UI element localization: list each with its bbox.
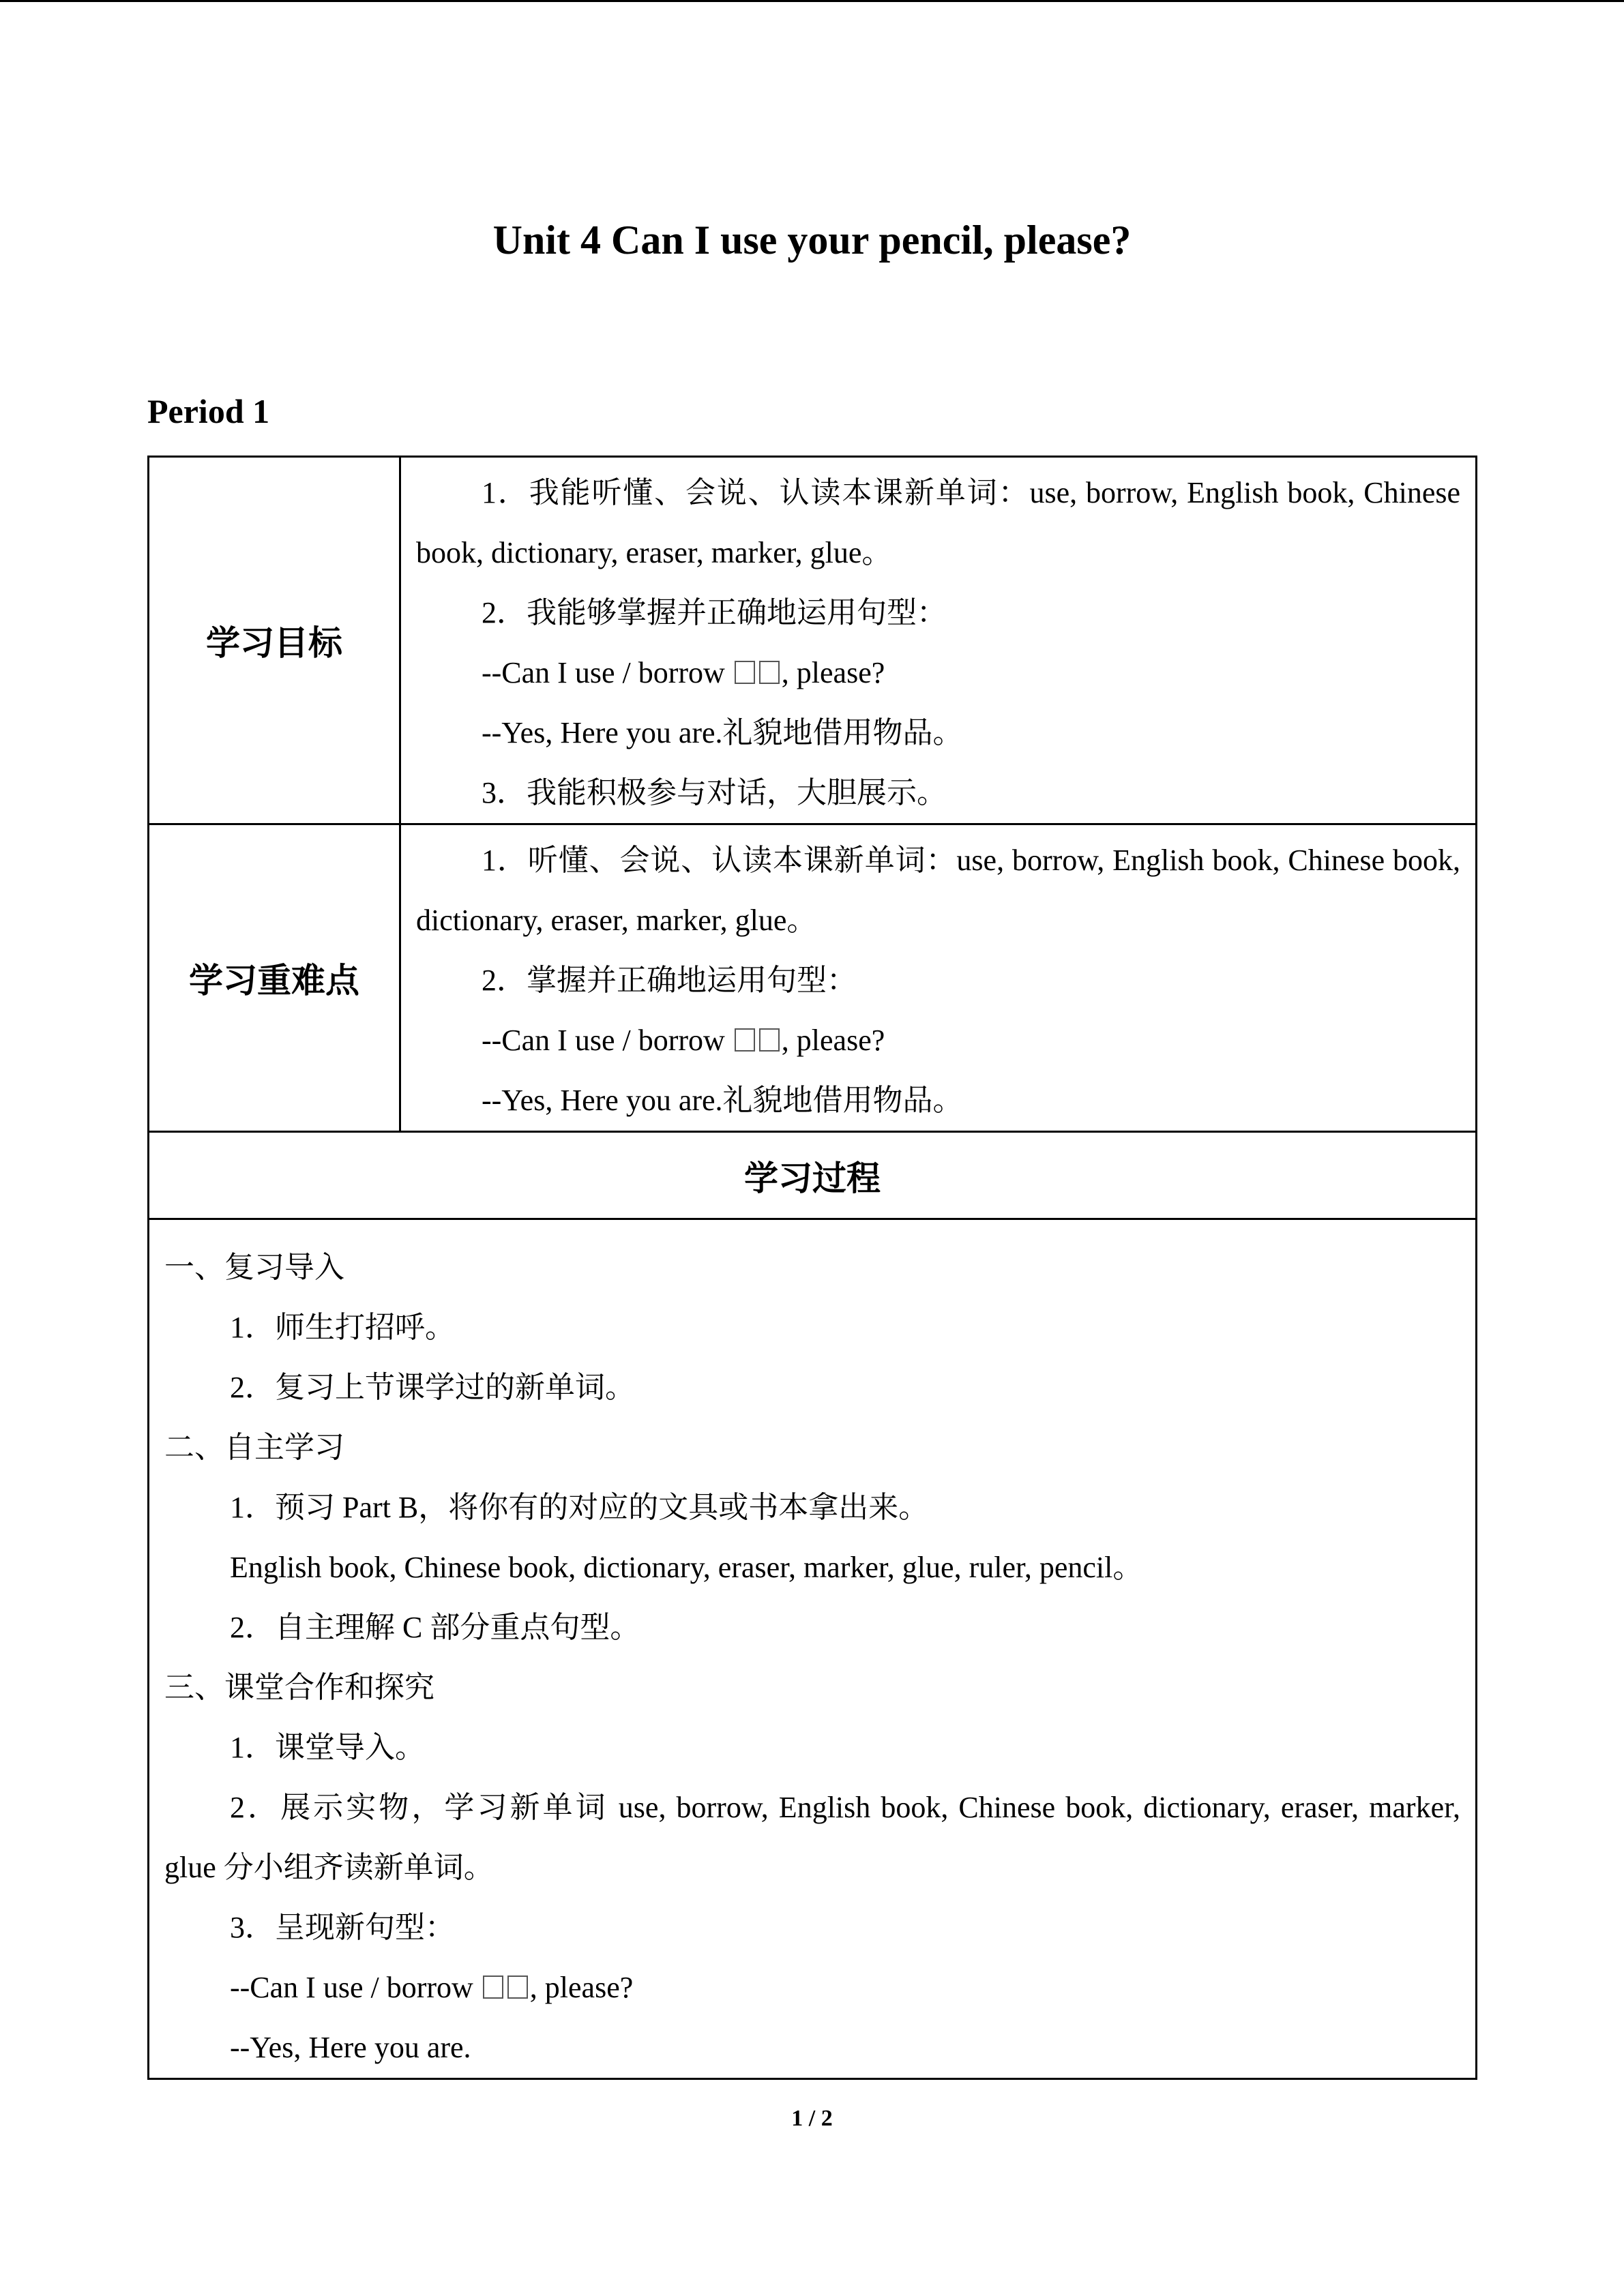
objective-pattern-answer: --Yes, Here you are.礼貌地借用物品。 — [482, 716, 963, 749]
section-3-item-3: 3．呈现新句型： — [230, 1911, 455, 1944]
section-3-pattern-answer: --Yes, Here you are. — [230, 2031, 471, 2064]
blank-box-icon — [759, 1028, 780, 1052]
section-1-item-1: 1．师生打招呼。 — [230, 1311, 455, 1344]
section-3-item-2: 2．展示实物，学习新单词 use, borrow, English book, Chinese book, dictionary, eraser, marker, glue 分小组齐读新单词。 — [164, 1791, 1460, 1884]
objective-3: 3．我能积极参与对话，大胆展示。 — [482, 776, 947, 809]
lesson-plan-table — [147, 456, 1477, 2080]
document-title: Unit 4 Can I use your pencil, please? — [492, 218, 1132, 263]
objective-2: 2．我能够掌握并正确地运用句型： — [482, 596, 947, 629]
objective-pattern-question-text: --Can I use / borrow — [482, 656, 725, 689]
section-3-pattern-question-end: , please? — [529, 1971, 634, 2004]
key-point-pattern-question — [416, 1011, 1460, 1071]
key-point-pattern-question-text: --Can I use / borrow — [482, 1024, 725, 1057]
key-points-row — [149, 824, 1477, 1132]
key-points-content — [400, 824, 1477, 1132]
section-2-item-2: 2．自主理解 C 部分重点句型。 — [230, 1611, 640, 1644]
objectives-content — [400, 457, 1477, 824]
objective-1: 1．我能听懂、会说、认读本课新单词：use, borrow, English book, Chinese book, dictionary, eraser, marker, glue。 — [416, 476, 1460, 569]
section-2-title: 二、自主学习 — [164, 1431, 344, 1464]
section-3-pattern-question-text: --Can I use / borrow — [230, 1971, 473, 2004]
key-point-1: 1．听懂、会说、认读本课新单词：use, borrow, English book, Chinese book, dictionary, eraser, marker, glue。 — [416, 844, 1460, 937]
blank-box-icon — [483, 1976, 503, 1999]
section-2-item-1: 1．预习 Part B，将你有的对应的文具或书本拿出来。 — [230, 1491, 929, 1524]
objectives-label: 学习目标 — [149, 457, 400, 824]
section-2-item-1-words: English book, Chinese book, dictionary, eraser, marker, glue, ruler, pencil。 — [230, 1551, 1143, 1584]
process-body-row — [149, 1219, 1477, 2079]
page-number: 1 / 2 — [791, 2106, 833, 2131]
process-content — [149, 1219, 1477, 2079]
key-point-2: 2．掌握并正确地运用句型： — [482, 964, 857, 997]
objective-pattern-question — [416, 643, 1460, 703]
section-3-pattern-question — [164, 1958, 1460, 2018]
period-label: Period 1 — [147, 392, 270, 430]
objectives-row — [149, 457, 1477, 824]
section-1-title: 一、复习导入 — [164, 1251, 344, 1284]
blank-box-icon — [735, 661, 755, 684]
section-3-title: 三、课堂合作和探究 — [164, 1671, 434, 1704]
key-point-pattern-question-end: , please? — [781, 1024, 885, 1057]
blank-box-icon — [759, 661, 780, 684]
blank-box-icon — [507, 1976, 528, 1999]
blank-box-icon — [735, 1028, 755, 1052]
section-3-item-1: 1．课堂导入。 — [230, 1731, 425, 1764]
process-heading-row — [149, 1132, 1477, 1219]
key-point-pattern-answer: --Yes, Here you are.礼貌地借用物品。 — [482, 1084, 963, 1117]
objective-pattern-question-end: , please? — [781, 656, 885, 689]
key-points-label: 学习重难点 — [149, 824, 400, 1132]
process-heading: 学习过程 — [149, 1132, 1477, 1219]
top-border-line — [0, 0, 1624, 2]
section-1-item-2: 2．复习上节课学过的新单词。 — [230, 1371, 635, 1404]
